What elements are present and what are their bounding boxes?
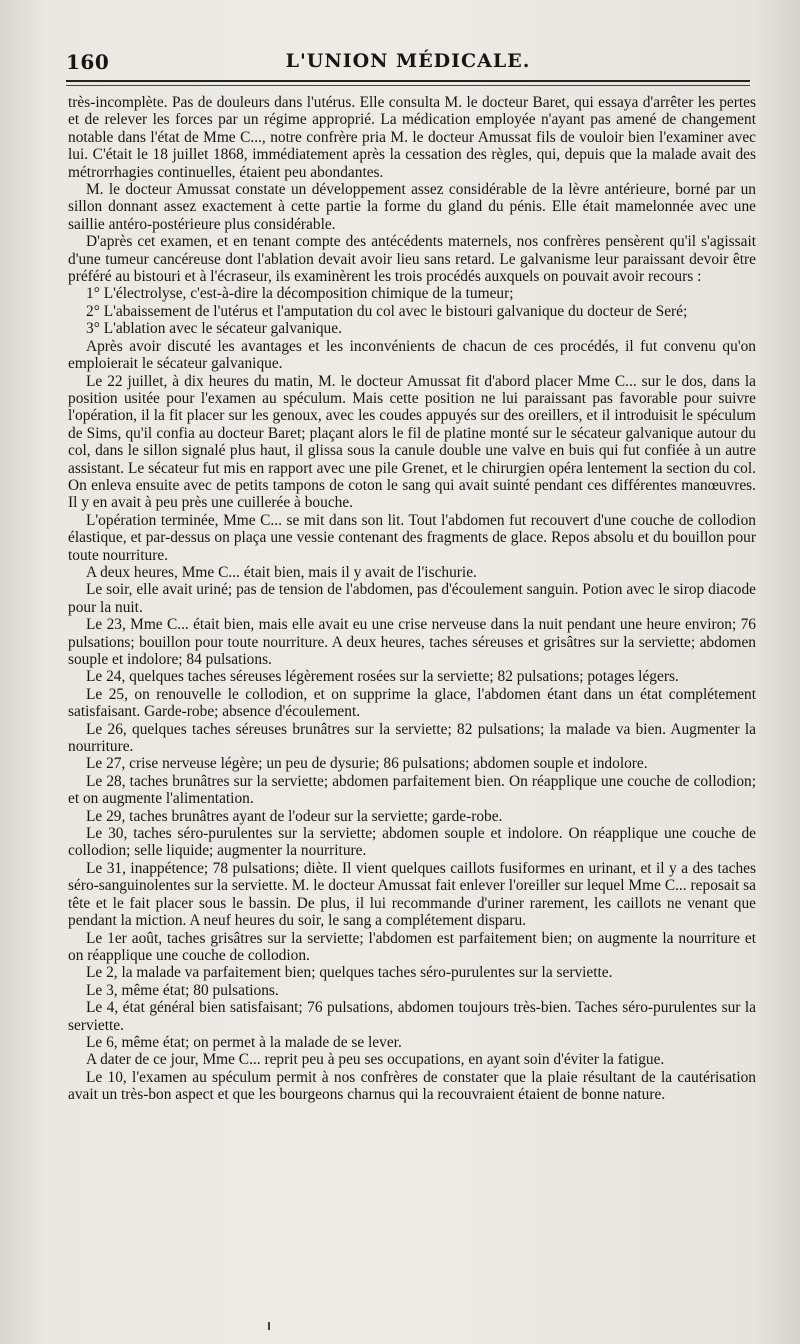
paragraph: Le soir, elle avait uriné; pas de tension de l'abdomen, pas d'écoulement sanguin. Potion avec le sirop diacode pour la nuit. [68, 581, 756, 616]
page-number: 160 [66, 50, 110, 74]
paragraph: Le 3, même état; 80 pulsations. [86, 981, 279, 999]
paragraph: D'après cet examen, et en tenant compte des antécédents maternels, nos confrères pensèrent qu'il s'agissait d'une tumeur cancéreuse dont l'ablation devait avoir lieu sans retard. Le galvanisme leur paraissant devoir être préféré au bistouri et à l'écraseur, ils examinèrent les trois procédés auxquels on pouvait avoir recours : [68, 233, 756, 286]
paragraph: A deux heures, Mme C... était bien, mais il y avait de l'ischurie. [86, 563, 477, 581]
paragraph: A dater de ce jour, Mme C... reprit peu à peu ses occupations, en ayant soin d'éviter la fatigue. [86, 1051, 665, 1069]
paragraph: Le 30, taches séro-purulentes sur la serviette; abdomen souple et indolore. On réapplique une couche de collodion; selle liquide; augmenter la nourriture. [68, 825, 756, 860]
paragraph: Le 28, taches brunâtres sur la serviette; abdomen parfaitement bien. On réapplique une couche de collodion; et on augmente l'alimentation. [68, 772, 756, 808]
paragraph: Le 22 juillet, à dix heures du matin, M. le docteur Amussat fit d'abord placer Mme C... sur le dos, dans la position usitée pour l'examen au spéculum. Mais cette position ne lui paraissant pas favorable pour suivre l'opération, il la fit placer sur les genoux, avec les coudes appuyés sur des oreillers, et il introduisit le spéculum de Sims, qu'il confia au docteur Baret; plaçant alors le fil de platine monté sur le sécateur galvanique autour du col, dans le sillon signalé plus haut, il glissa sous la canule double une valve en buis qui fut confiée à un autre assistant. Le sécateur fut mis en rapport avec une pile Grenet, et le chirurgien opéra lentement la section du col. On enleva ensuite avec de petits tampons de coton le sang qui avait suinté pendant ces différentes manœuvres. Il y en avait à peu près une cuillerée à bouche. [68, 372, 756, 512]
article-body [68, 94, 756, 1104]
paragraph: très-incomplète. Pas de douleurs dans l'utérus. Elle consulta M. le docteur Baret, qui essaya d'arrêter les pertes et de relever les forces par un régime approprié. La médication employée n'ayant pas amené de changement notable dans l'état de Mme C..., notre confrère pria M. le docteur Amussat fils de vouloir bien l'examiner avec lui. C'était le 18 juillet 1868, immédiatement après la cessation des règles, qui, depuis que la malade avait des métrorrhagies continuelles, étaient peu abondantes. [68, 94, 756, 181]
header-rule [66, 80, 750, 86]
paragraph: L'opération terminée, Mme C... se mit dans son lit. Tout l'abdomen fut recouvert d'une couche de collodion élastique, et par-dessus on plaça une vessie contenant des fragments de glace. Repos absolu et du bouillon pour toute nourriture. [68, 511, 756, 564]
print-mark [268, 1322, 270, 1330]
paragraph: Le 6, même état; on permet à la malade de se lever. [86, 1033, 402, 1051]
running-title: L'UNION MÉDICALE. [285, 50, 531, 72]
paragraph: Le 26, quelques taches séreuses brunâtres sur la serviette; 82 pulsations; la malade va bien. Augmenter la nourriture. [68, 720, 756, 756]
paragraph: Le 24, quelques taches séreuses légèrement rosées sur la serviette; 82 pulsations; potages légers. [86, 668, 679, 686]
paragraph: Après avoir discuté les avantages et les inconvénients de chacun de ces procédés, il fut convenu qu'on emploierait le sécateur galvanique. [68, 337, 756, 373]
paragraph: Le 4, état général bien satisfaisant; 76 pulsations, abdomen toujours très-bien. Taches séro-purulentes sur la serviette. [68, 999, 756, 1034]
paragraph: Le 1er août, taches grisâtres sur la serviette; l'abdomen est parfaitement bien; on augmente la nourriture et on réapplique une couche de collodion. [68, 929, 756, 964]
paragraph: Le 29, taches brunâtres ayant de l'odeur sur la serviette; garde-robe. [86, 807, 503, 825]
paragraph: Le 31, inappétence; 78 pulsations; diète. Il vient quelques caillots fusiformes en urinant, et il y a des taches séro-sanguinolentes sur la serviette. M. le docteur Amussat fait enlever l'oreiller sur lequel Mme C... reposait sa tête et le fait placer sous le bassin. De plus, il lui recommande d'uriner rarement, les caillots ne venant que pendant la miction. A neuf heures du soir, le sang a complétement disparu. [68, 859, 756, 930]
paragraph: 3° L'ablation avec le sécateur galvanique. [86, 320, 342, 338]
paragraph: Le 10, l'examen au spéculum permit à nos confrères de constater que la plaie résultant de la cautérisation avait un très-bon aspect et que les bourgeons charnus qui la recouvraient étaient de bonne nature. [68, 1068, 756, 1104]
paragraph: Le 2, la malade va parfaitement bien; quelques taches séro-purulentes sur la serviette. [86, 964, 613, 982]
paragraph: Le 27, crise nerveuse légère; un peu de dysurie; 86 pulsations; abdomen souple et indolore. [86, 755, 648, 773]
paragraph: M. le docteur Amussat constate un développement assez considérable de la lèvre antérieure, borné par un sillon donnant assez exactement à cette partie la forme du gland du pénis. Elle était mamelonnée avec une saillie antéro-postérieure plus considérable. [68, 181, 756, 233]
paragraph: 1° L'électrolyse, c'est-à-dire la décomposition chimique de la tumeur; [86, 285, 514, 303]
paragraph: Le 23, Mme C... était bien, mais elle avait eu une crise nerveuse dans la nuit pendant une heure environ; 76 pulsations; bouillon pour toute nourriture. A deux heures, taches séreuses et grisâtres sur la serviette; abdomen souple et indolore; 84 pulsations. [68, 616, 756, 668]
paragraph: Le 25, on renouvelle le collodion, et on supprime la glace, l'abdomen étant dans un état complétement satisfaisant. Garde-robe; absence d'écoulement. [68, 685, 756, 721]
paragraph: 2° L'abaissement de l'utérus et l'amputation du col avec le bistouri galvanique du docteur de Seré; [86, 302, 688, 320]
page-header [66, 46, 750, 76]
